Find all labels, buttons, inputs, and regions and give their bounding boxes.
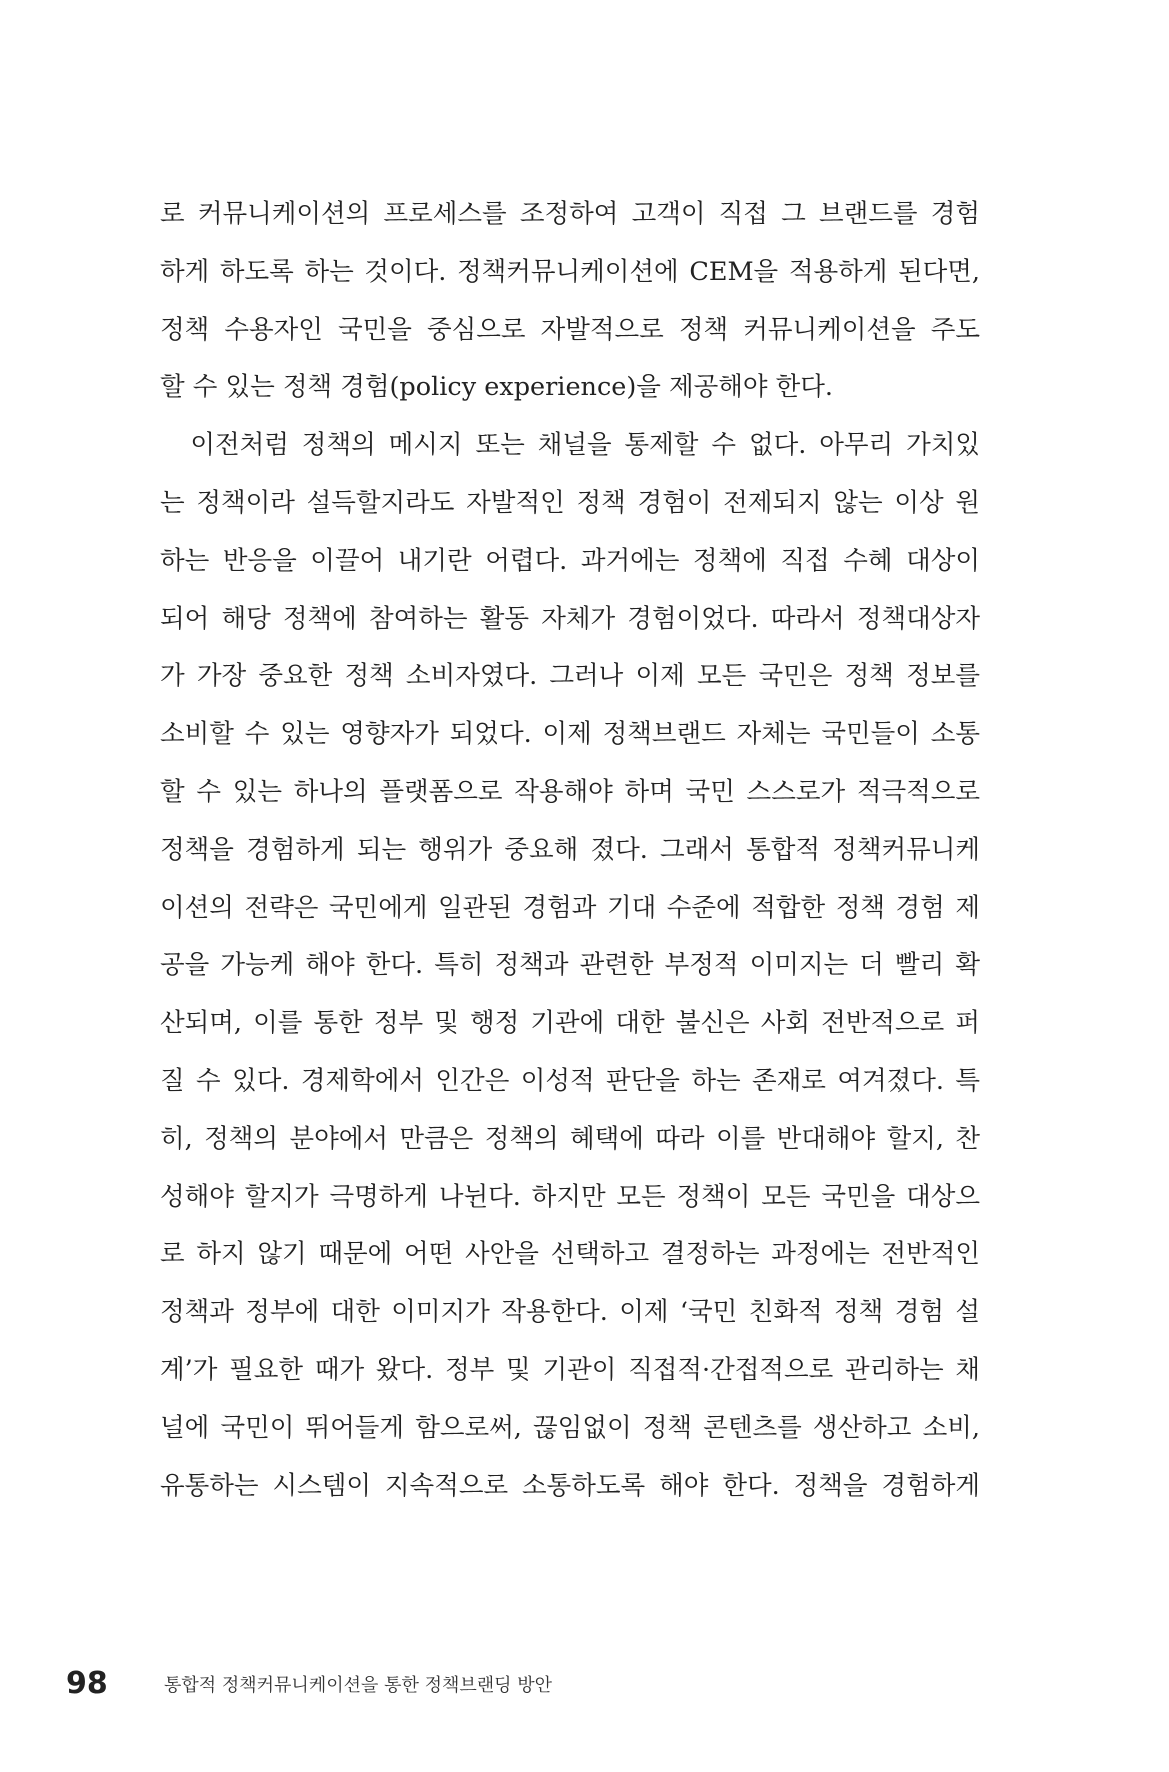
- text-line: 이션의 전략은 국민에게 일관된 경험과 기대 수준에 적합한 정책 경험 제: [160, 892, 980, 923]
- text-line: 는 정책이라 설득할지라도 자발적인 정책 경험이 전제되지 않는 이상 원: [160, 487, 980, 518]
- body-text: [160, 186, 980, 1515]
- text-line: 산되며, 이를 통한 정부 및 행정 기관에 대한 불신은 사회 전반적으로 퍼: [160, 1008, 980, 1039]
- text-line: 할 수 있는 하나의 플랫폼으로 작용해야 하며 국민 스스로가 적극적으로: [160, 776, 980, 807]
- text-line: 히, 정책의 분야에서 만큼은 정책의 혜택에 따라 이를 반대해야 할지, 찬: [160, 1123, 980, 1154]
- page-number: 98: [66, 1666, 108, 1701]
- text-line: 소비할 수 있는 영향자가 되었다. 이제 정책브랜드 자체는 국민들이 소통: [160, 719, 980, 750]
- text-line: 공을 가능케 해야 한다. 특히 정책과 관련한 부정적 이미지는 더 빨리 확: [160, 950, 980, 981]
- text-line: 정책과 정부에 대한 이미지가 작용한다. 이제 ‘국민 친화적 정책 경험 설: [160, 1297, 980, 1328]
- text-line: 질 수 있다. 경제학에서 인간은 이성적 판단을 하는 존재로 여겨졌다. 특: [160, 1065, 980, 1096]
- text-line: 로 커뮤니케이션의 프로세스를 조정하여 고객이 직접 그 브랜드를 경험: [160, 199, 980, 229]
- text-line: 유통하는 시스템이 지속적으로 소통하도록 해야 한다. 정책을 경험하게: [160, 1470, 980, 1501]
- running-title: 통합적 정책커뮤니케이션을 통한 정책브랜딩 방안: [164, 1675, 553, 1696]
- text-line: 되어 해당 정책에 참여하는 활동 자체가 경험이었다. 따라서 정책대상자: [160, 603, 980, 634]
- text-line: 로 하지 않기 때문에 어떤 사안을 선택하고 결정하는 과정에는 전반적인: [160, 1239, 980, 1270]
- text-line: 성해야 할지가 극명하게 나뉜다. 하지만 모든 정책이 모든 국민을 대상으: [160, 1181, 980, 1212]
- text-line: 널에 국민이 뛰어들게 함으로써, 끊임없이 정책 콘텐츠를 생산하고 소비,: [160, 1412, 980, 1443]
- text-line: 가 가장 중요한 정책 소비자였다. 그러나 이제 모든 국민은 정책 정보를: [160, 661, 980, 692]
- text-line: 할 수 있는 정책 경험(policy experience)을 제공해야 한다.: [160, 372, 834, 403]
- page-footer: [66, 1664, 1066, 1704]
- text-line: 정책 수용자인 국민을 중심으로 자발적으로 정책 커뮤니케이션을 주도: [160, 314, 980, 345]
- text-line: 이전처럼 정책의 메시지 또는 채널을 통제할 수 없다. 아무리 가치있: [160, 430, 980, 461]
- text-line: 정책을 경험하게 되는 행위가 중요해 졌다. 그래서 통합적 정책커뮤니케: [160, 834, 980, 865]
- text-line: 하는 반응을 이끌어 내기란 어렵다. 과거에는 정책에 직접 수혜 대상이: [160, 545, 980, 576]
- text-line: 계’가 필요한 때가 왔다. 정부 및 기관이 직접적·간접적으로 관리하는 채: [160, 1354, 980, 1385]
- text-line: 하게 하도록 하는 것이다. 정책커뮤니케이션에 CEM을 적용하게 된다면,: [160, 256, 980, 287]
